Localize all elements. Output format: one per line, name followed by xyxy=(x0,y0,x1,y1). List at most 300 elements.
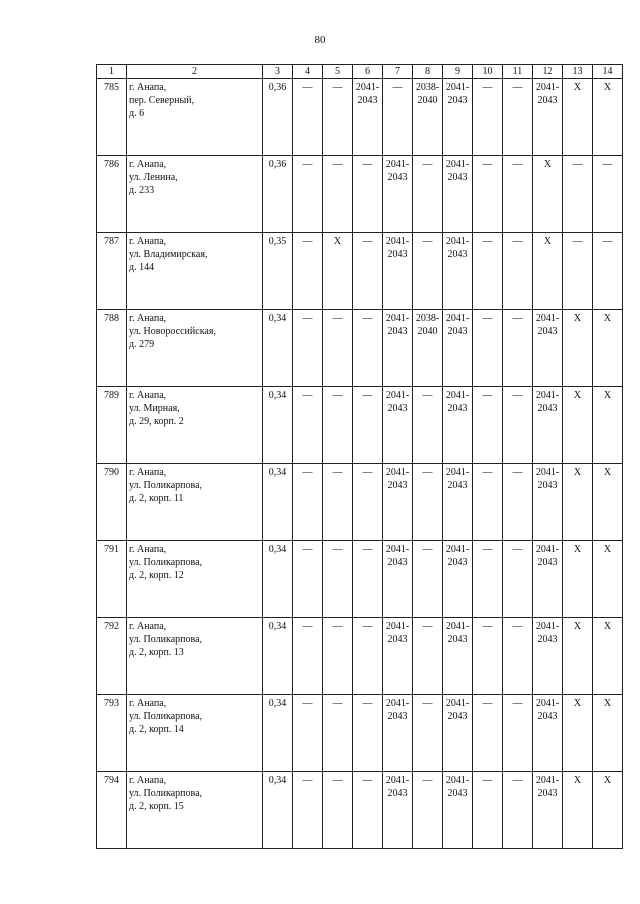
cell-text: 2043 xyxy=(537,95,558,106)
cell-text: 2043 xyxy=(537,326,558,337)
address-line: г. Анапа, xyxy=(129,390,167,401)
cell-text: X xyxy=(603,621,612,632)
value-cell xyxy=(503,618,533,695)
cell-text: 2041- xyxy=(385,698,410,709)
address-line: ул. Поликарпова, xyxy=(129,711,203,722)
table-row xyxy=(97,233,623,310)
cell-text: — xyxy=(512,698,523,709)
value-cell xyxy=(413,233,443,310)
cell-text: 2041- xyxy=(445,313,470,324)
cell-text: 2040 xyxy=(417,95,438,106)
value-cell xyxy=(473,156,503,233)
value-cell xyxy=(353,310,383,387)
value-cell xyxy=(533,618,563,695)
value-cell xyxy=(593,310,623,387)
cell-text: — xyxy=(302,390,313,401)
cell-text: 2043 xyxy=(447,788,468,799)
value-cell xyxy=(293,387,323,464)
cell-text: X xyxy=(573,698,582,709)
value-cell xyxy=(533,79,563,156)
cell-text: 2043 xyxy=(447,557,468,568)
row-number: 791 xyxy=(97,541,127,618)
row-number: 787 xyxy=(97,233,127,310)
cell-text: 2043 xyxy=(387,788,408,799)
cell-text: — xyxy=(422,236,433,247)
cell-text: X xyxy=(603,390,612,401)
value-cell xyxy=(353,772,383,849)
schedule-table xyxy=(96,64,623,849)
column-header: 12 xyxy=(533,65,563,79)
address-line: ул. Поликарпова, xyxy=(129,557,203,568)
cell-text: 2043 xyxy=(537,634,558,645)
table-row xyxy=(97,464,623,541)
column-header: 7 xyxy=(383,65,413,79)
value-cell xyxy=(263,233,293,310)
address-line: д. 2, корп. 15 xyxy=(129,801,184,812)
cell-text: — xyxy=(422,467,433,478)
cell-text: X xyxy=(573,82,582,93)
cell-text: 2041- xyxy=(445,467,470,478)
value-cell xyxy=(323,695,353,772)
value-cell xyxy=(413,695,443,772)
cell-text: 2041- xyxy=(385,544,410,555)
cell-text: — xyxy=(512,236,523,247)
cell-text: — xyxy=(512,621,523,632)
cell-text: — xyxy=(602,159,613,170)
cell-text: — xyxy=(512,313,523,324)
cell-text: — xyxy=(482,236,493,247)
cell-text: — xyxy=(512,82,523,93)
cell-text: — xyxy=(332,82,343,93)
cell-text: — xyxy=(572,236,583,247)
cell-text: X xyxy=(333,236,342,247)
cell-text: 2041- xyxy=(445,775,470,786)
cell-text: — xyxy=(422,390,433,401)
value-cell xyxy=(473,79,503,156)
cell-text: X xyxy=(603,775,612,786)
value-cell xyxy=(533,541,563,618)
value-cell xyxy=(473,233,503,310)
value-cell xyxy=(503,772,533,849)
cell-text: 2043 xyxy=(447,172,468,183)
value-cell xyxy=(323,618,353,695)
cell-text: X xyxy=(603,698,612,709)
value-cell xyxy=(533,772,563,849)
cell-text: — xyxy=(482,390,493,401)
cell-text: — xyxy=(482,159,493,170)
address-cell xyxy=(127,541,263,618)
cell-text: 0,35 xyxy=(268,236,287,247)
column-header: 6 xyxy=(353,65,383,79)
row-number: 790 xyxy=(97,464,127,541)
value-cell xyxy=(563,233,593,310)
address-line: ул. Новороссийская, xyxy=(129,326,216,337)
cell-text: — xyxy=(422,621,433,632)
cell-text: 2041- xyxy=(535,82,560,93)
cell-text: 2043 xyxy=(387,711,408,722)
table-row xyxy=(97,541,623,618)
cell-text: 0,34 xyxy=(268,544,287,555)
value-cell xyxy=(293,541,323,618)
value-cell xyxy=(323,310,353,387)
value-cell xyxy=(473,618,503,695)
address-line: д. 2, корп. 14 xyxy=(129,724,184,735)
address-line: г. Анапа, xyxy=(129,467,167,478)
address-line: г. Анапа, xyxy=(129,698,167,709)
value-cell xyxy=(263,772,293,849)
cell-text: — xyxy=(302,159,313,170)
value-cell xyxy=(443,233,473,310)
address-line: г. Анапа, xyxy=(129,313,167,324)
value-cell xyxy=(563,772,593,849)
cell-text: — xyxy=(332,544,343,555)
value-cell xyxy=(503,79,533,156)
value-cell xyxy=(263,618,293,695)
cell-text: 2041- xyxy=(385,313,410,324)
value-cell xyxy=(593,772,623,849)
value-cell xyxy=(293,310,323,387)
value-cell xyxy=(473,695,503,772)
value-cell xyxy=(533,156,563,233)
value-cell xyxy=(473,387,503,464)
cell-text: X xyxy=(603,544,612,555)
cell-text: — xyxy=(362,698,373,709)
row-number: 786 xyxy=(97,156,127,233)
value-cell xyxy=(533,387,563,464)
cell-text: 2043 xyxy=(357,95,378,106)
value-cell xyxy=(443,695,473,772)
table-row xyxy=(97,79,623,156)
cell-text: 2043 xyxy=(387,249,408,260)
cell-text: — xyxy=(302,621,313,632)
value-cell xyxy=(443,156,473,233)
row-number: 789 xyxy=(97,387,127,464)
value-cell xyxy=(293,233,323,310)
cell-text: X xyxy=(543,236,552,247)
table-body xyxy=(97,79,623,849)
value-cell xyxy=(593,618,623,695)
cell-text: — xyxy=(332,621,343,632)
address-line: ул. Поликарпова, xyxy=(129,634,203,645)
value-cell xyxy=(383,387,413,464)
value-cell xyxy=(593,541,623,618)
cell-text: — xyxy=(482,544,493,555)
value-cell xyxy=(503,695,533,772)
value-cell xyxy=(323,156,353,233)
cell-text: — xyxy=(302,544,313,555)
cell-text: 2041- xyxy=(385,159,410,170)
address-cell xyxy=(127,618,263,695)
value-cell xyxy=(503,387,533,464)
value-cell xyxy=(593,233,623,310)
cell-text: 2038- xyxy=(415,313,440,324)
column-header: 2 xyxy=(127,65,263,79)
cell-text: 0,34 xyxy=(268,698,287,709)
cell-text: 0,34 xyxy=(268,313,287,324)
header-row xyxy=(97,65,623,79)
address-line: ул. Владимирская, xyxy=(129,249,208,260)
value-cell xyxy=(293,156,323,233)
cell-text: 2043 xyxy=(387,326,408,337)
value-cell xyxy=(503,310,533,387)
cell-text: — xyxy=(302,467,313,478)
cell-text: — xyxy=(362,390,373,401)
table-row xyxy=(97,310,623,387)
value-cell xyxy=(413,464,443,541)
cell-text: — xyxy=(362,236,373,247)
cell-text: 2043 xyxy=(447,326,468,337)
value-cell xyxy=(353,156,383,233)
cell-text: — xyxy=(482,313,493,324)
cell-text: — xyxy=(332,313,343,324)
value-cell xyxy=(413,387,443,464)
column-header: 13 xyxy=(563,65,593,79)
value-cell xyxy=(593,695,623,772)
cell-text: X xyxy=(543,159,552,170)
cell-text: — xyxy=(422,775,433,786)
cell-text: — xyxy=(362,775,373,786)
cell-text: 2041- xyxy=(385,236,410,247)
address-line: ул. Поликарпова, xyxy=(129,480,203,491)
cell-text: 2041- xyxy=(535,698,560,709)
table-row xyxy=(97,618,623,695)
cell-text: 2041- xyxy=(355,82,380,93)
value-cell xyxy=(413,541,443,618)
address-line: д. 233 xyxy=(129,185,155,196)
table-row xyxy=(97,695,623,772)
cell-text: — xyxy=(482,467,493,478)
row-number: 792 xyxy=(97,618,127,695)
cell-text: — xyxy=(512,544,523,555)
cell-text: 2041- xyxy=(535,390,560,401)
address-line: пер. Северный, xyxy=(129,95,195,106)
cell-text: 0,34 xyxy=(268,390,287,401)
value-cell xyxy=(353,695,383,772)
cell-text: 2041- xyxy=(385,775,410,786)
row-number: 788 xyxy=(97,310,127,387)
cell-text: 2043 xyxy=(447,95,468,106)
cell-text: 2043 xyxy=(447,711,468,722)
cell-text: 2043 xyxy=(447,403,468,414)
address-line: ул. Ленина, xyxy=(129,172,178,183)
cell-text: 2043 xyxy=(387,557,408,568)
value-cell xyxy=(563,618,593,695)
address-line: г. Анапа, xyxy=(129,236,167,247)
value-cell xyxy=(263,79,293,156)
column-header: 8 xyxy=(413,65,443,79)
cell-text: — xyxy=(512,390,523,401)
value-cell xyxy=(443,79,473,156)
address-line: д. 6 xyxy=(129,108,145,119)
address-line: г. Анапа, xyxy=(129,775,167,786)
value-cell xyxy=(473,310,503,387)
address-cell xyxy=(127,79,263,156)
cell-text: 2041- xyxy=(445,390,470,401)
address-cell xyxy=(127,156,263,233)
cell-text: 0,34 xyxy=(268,775,287,786)
cell-text: 2041- xyxy=(385,621,410,632)
address-line: ул. Мирная, xyxy=(129,403,180,414)
row-number: 794 xyxy=(97,772,127,849)
value-cell xyxy=(593,464,623,541)
column-header: 14 xyxy=(593,65,623,79)
value-cell xyxy=(473,541,503,618)
value-cell xyxy=(533,695,563,772)
column-header: 11 xyxy=(503,65,533,79)
cell-text: — xyxy=(422,544,433,555)
page-number: 80 xyxy=(314,34,326,46)
cell-text: — xyxy=(602,236,613,247)
address-cell xyxy=(127,695,263,772)
value-cell xyxy=(263,310,293,387)
address-cell xyxy=(127,387,263,464)
table-row xyxy=(97,156,623,233)
value-cell xyxy=(443,464,473,541)
cell-text: — xyxy=(422,159,433,170)
value-cell xyxy=(323,387,353,464)
value-cell xyxy=(323,772,353,849)
address-cell xyxy=(127,464,263,541)
cell-text: 2043 xyxy=(387,634,408,645)
cell-text: — xyxy=(362,621,373,632)
cell-text: X xyxy=(573,313,582,324)
cell-text: — xyxy=(482,621,493,632)
value-cell xyxy=(263,695,293,772)
cell-text: X xyxy=(573,544,582,555)
cell-text: 2043 xyxy=(387,403,408,414)
value-cell xyxy=(263,464,293,541)
address-line: д. 2, корп. 11 xyxy=(129,493,184,504)
value-cell xyxy=(593,79,623,156)
value-cell xyxy=(383,79,413,156)
address-line: г. Анапа, xyxy=(129,621,167,632)
cell-text: 2041- xyxy=(445,159,470,170)
value-cell xyxy=(473,772,503,849)
value-cell xyxy=(503,464,533,541)
cell-text: X xyxy=(573,621,582,632)
cell-text: X xyxy=(573,390,582,401)
cell-text: X xyxy=(573,775,582,786)
value-cell xyxy=(323,233,353,310)
cell-text: 2040 xyxy=(417,326,438,337)
address-cell xyxy=(127,233,263,310)
cell-text: 2043 xyxy=(537,480,558,491)
cell-text: — xyxy=(332,698,343,709)
cell-text: — xyxy=(362,544,373,555)
value-cell xyxy=(563,310,593,387)
value-cell xyxy=(593,156,623,233)
cell-text: — xyxy=(302,775,313,786)
cell-text: 2041- xyxy=(385,467,410,478)
value-cell xyxy=(503,233,533,310)
value-cell xyxy=(293,695,323,772)
cell-text: — xyxy=(302,82,313,93)
value-cell xyxy=(503,156,533,233)
cell-text: 2041- xyxy=(445,698,470,709)
value-cell xyxy=(563,156,593,233)
value-cell xyxy=(383,695,413,772)
value-cell xyxy=(383,156,413,233)
cell-text: 2043 xyxy=(537,788,558,799)
cell-text: 2041- xyxy=(445,82,470,93)
value-cell xyxy=(413,310,443,387)
value-cell xyxy=(293,464,323,541)
value-cell xyxy=(443,387,473,464)
cell-text: — xyxy=(332,467,343,478)
value-cell xyxy=(263,541,293,618)
value-cell xyxy=(353,464,383,541)
value-cell xyxy=(443,541,473,618)
value-cell xyxy=(353,541,383,618)
value-cell xyxy=(443,310,473,387)
cell-text: X xyxy=(603,313,612,324)
cell-text: — xyxy=(302,313,313,324)
column-header: 9 xyxy=(443,65,473,79)
cell-text: 0,34 xyxy=(268,467,287,478)
value-cell xyxy=(413,772,443,849)
cell-text: — xyxy=(362,313,373,324)
value-cell xyxy=(383,541,413,618)
cell-text: — xyxy=(512,775,523,786)
cell-text: — xyxy=(422,698,433,709)
cell-text: — xyxy=(482,775,493,786)
cell-text: — xyxy=(482,82,493,93)
cell-text: 2041- xyxy=(445,621,470,632)
address-line: ул. Поликарпова, xyxy=(129,788,203,799)
value-cell xyxy=(383,464,413,541)
value-cell xyxy=(383,772,413,849)
cell-text: 2041- xyxy=(445,544,470,555)
column-header: 5 xyxy=(323,65,353,79)
cell-text: — xyxy=(332,390,343,401)
row-number: 785 xyxy=(97,79,127,156)
value-cell xyxy=(323,464,353,541)
cell-text: 2043 xyxy=(387,480,408,491)
value-cell xyxy=(563,387,593,464)
address-line: д. 2, корп. 12 xyxy=(129,570,184,581)
table-row xyxy=(97,387,623,464)
cell-text: — xyxy=(302,698,313,709)
cell-text: 2041- xyxy=(385,390,410,401)
value-cell xyxy=(293,618,323,695)
value-cell xyxy=(443,618,473,695)
value-cell xyxy=(533,310,563,387)
value-cell xyxy=(263,387,293,464)
value-cell xyxy=(353,79,383,156)
value-cell xyxy=(413,618,443,695)
table-header xyxy=(97,65,623,79)
value-cell xyxy=(593,387,623,464)
cell-text: — xyxy=(482,698,493,709)
value-cell xyxy=(473,464,503,541)
address-line: д. 2, корп. 13 xyxy=(129,647,184,658)
cell-text: 2043 xyxy=(447,634,468,645)
cell-text: 2043 xyxy=(447,480,468,491)
cell-text: — xyxy=(362,467,373,478)
cell-text: — xyxy=(512,467,523,478)
cell-text: — xyxy=(332,159,343,170)
address-line: г. Анапа, xyxy=(129,159,167,170)
cell-text: 0,36 xyxy=(268,159,287,170)
cell-text: 2041- xyxy=(535,467,560,478)
address-cell xyxy=(127,772,263,849)
value-cell xyxy=(563,541,593,618)
cell-text: 2038- xyxy=(415,82,440,93)
cell-text: 2043 xyxy=(537,557,558,568)
value-cell xyxy=(383,233,413,310)
cell-text: 2043 xyxy=(537,403,558,414)
column-header: 1 xyxy=(97,65,127,79)
